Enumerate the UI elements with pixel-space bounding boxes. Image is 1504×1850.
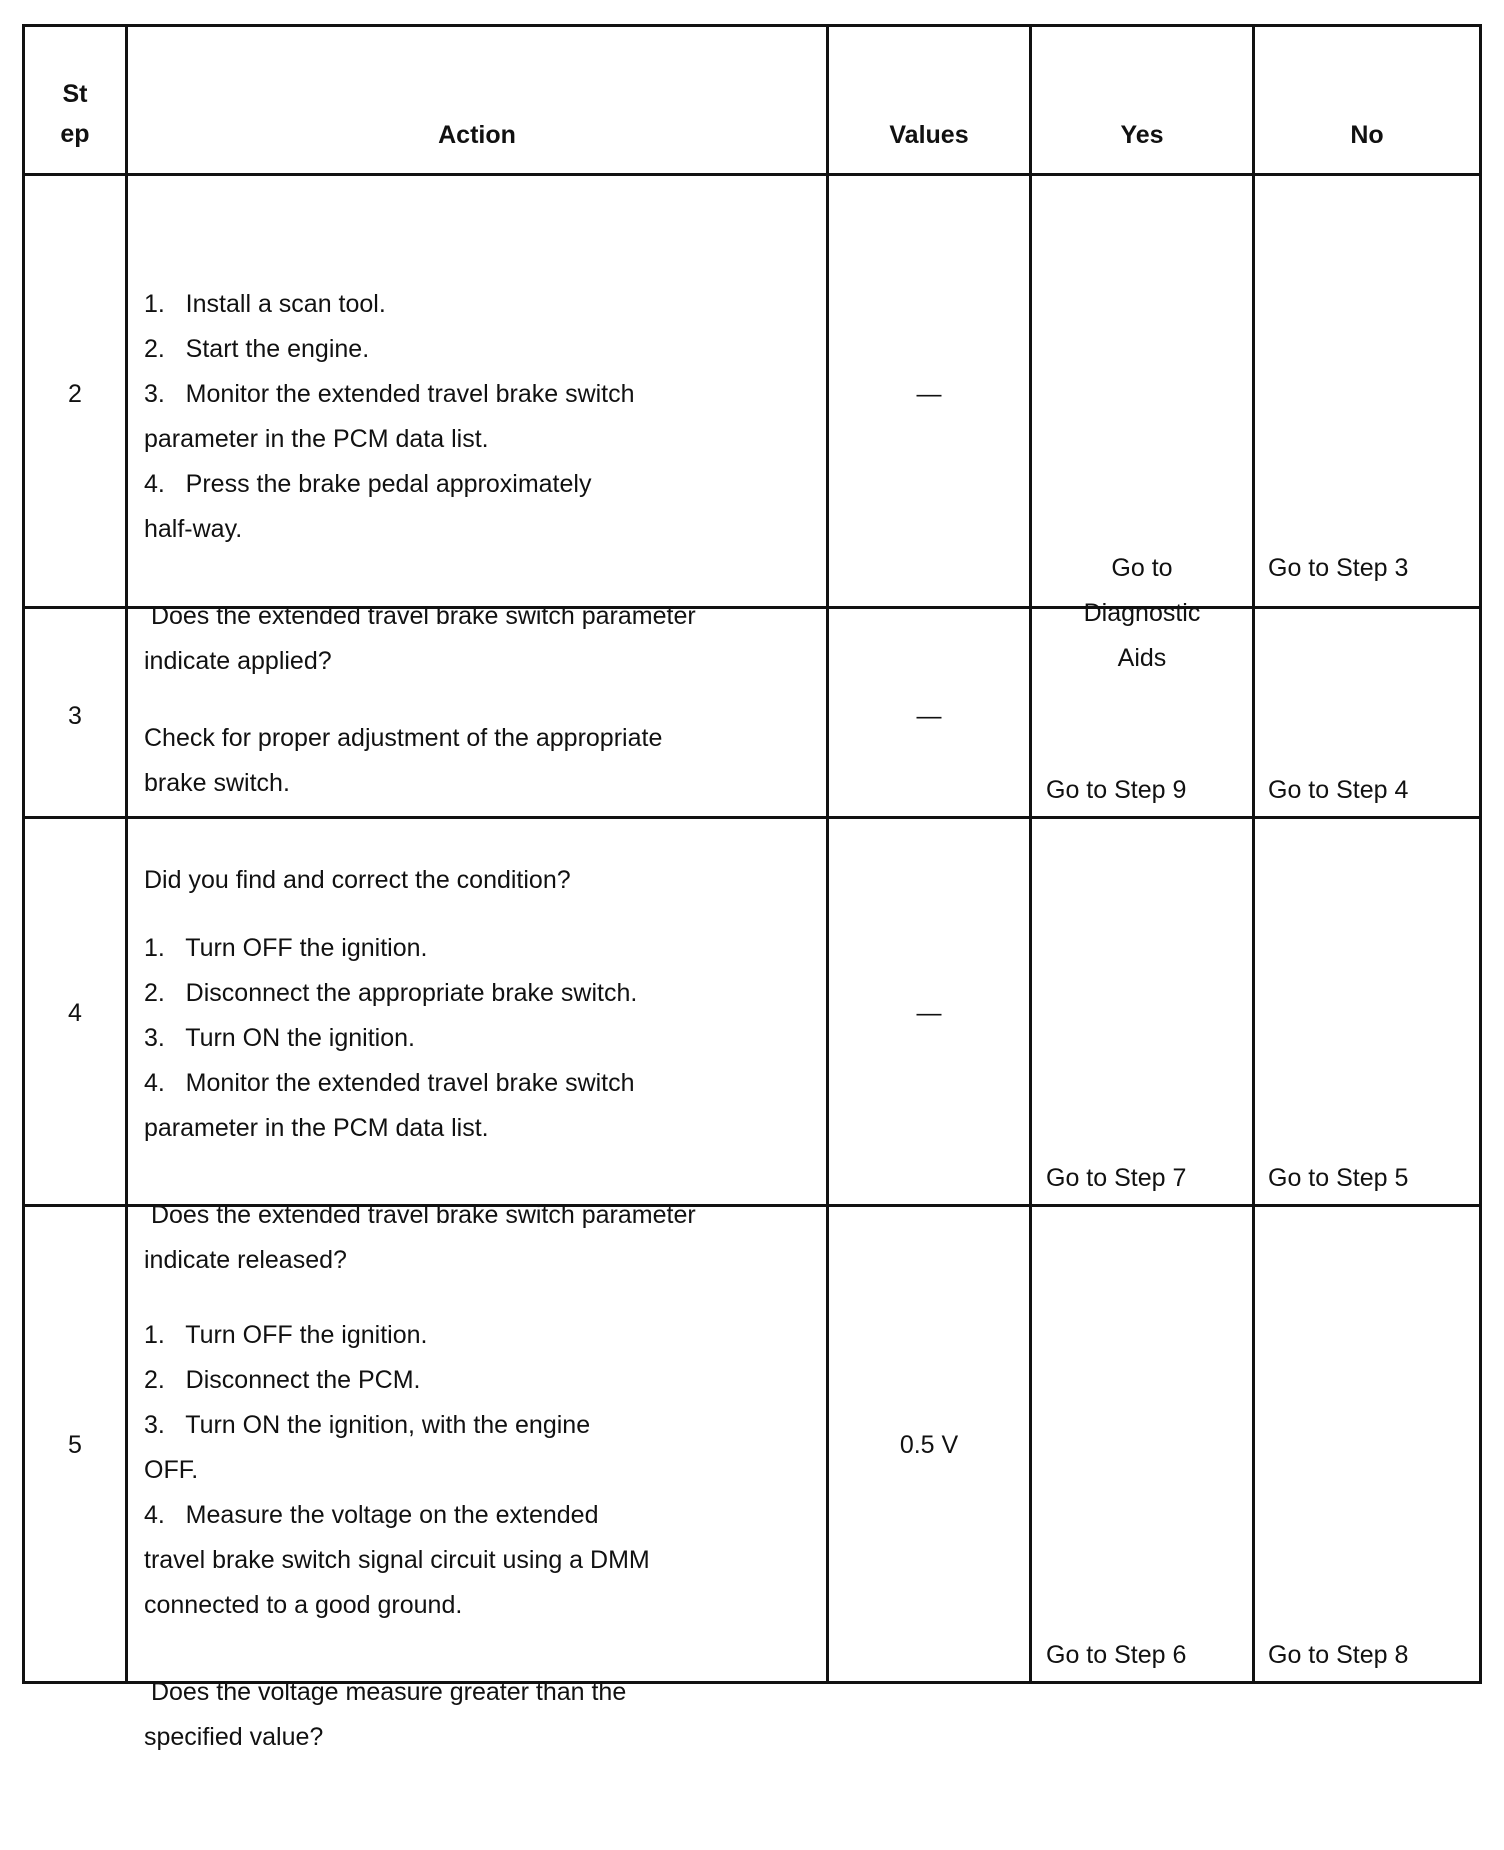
action-text: Check for proper adjustment of the appropriate brake switch. Did you find and correct the condition? [144,724,663,894]
action-text: 1. Install a scan tool. 2. Start the engine. 3. Monitor the extended travel brake switch parameter in the PCM data list. 4. Press the brake pedal approximately half-way. Does the extended travel brake switch parameter indicate applied? [144,290,696,675]
value-text: 0.5 V [899,1431,959,1459]
step-number: 4 [68,999,82,1027]
header-yes: Yes [1120,121,1164,149]
action-text: 1. Turn OFF the ignition. 2. Disconnect the appropriate brake switch. 3. Turn ON the ignition. 4. Monitor the extended travel brake switch parameter in the PCM data list. Does the extended travel brake switch parameter indicate released? [144,934,696,1274]
header-no: No [1350,121,1384,149]
no-text: Go to Step 8 [1268,1641,1409,1669]
table-border-top [22,24,1482,27]
value-text: — [916,380,942,408]
column-divider [1029,24,1032,1684]
no-text: Go to Step 3 [1268,554,1409,582]
table-border-right [1479,24,1482,1684]
step-number: 5 [68,1431,82,1459]
column-divider [1252,24,1255,1684]
action-text: 1. Turn OFF the ignition. 2. Disconnect the PCM. 3. Turn ON the ignition, with the engine OFF. 4. Measure the voltage on the extended travel brake switch signal circuit using a DMM connected to a good ground. Does the voltage measure greater than the specified value? [144,1321,650,1751]
yes-text: Go to Step 9 [1046,776,1187,804]
yes-text: Go to Diagnostic Aids [1083,554,1201,672]
value-text: — [916,999,942,1027]
yes-text: Go to Step 7 [1046,1164,1187,1192]
value-text: — [916,702,942,730]
header-step: St ep [60,80,90,148]
header-values: Values [889,121,969,149]
column-divider [125,24,128,1684]
yes-text: Go to Step 6 [1046,1641,1187,1669]
no-text: Go to Step 5 [1268,1164,1409,1192]
step-number: 3 [68,702,82,730]
diagnostic-table [22,24,1482,1751]
no-text: Go to Step 4 [1268,776,1409,804]
header-divider [22,173,1482,176]
header-action: Action [438,121,516,149]
step-number: 2 [68,380,82,408]
